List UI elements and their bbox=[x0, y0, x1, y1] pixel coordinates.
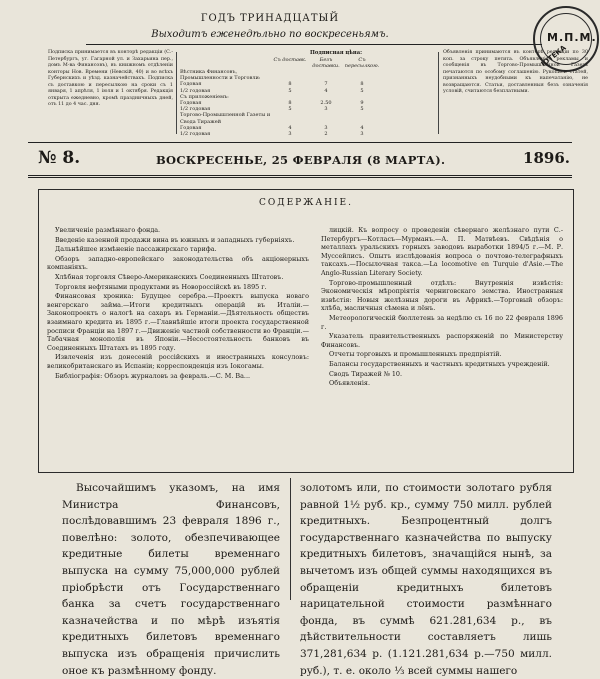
price-cell: 3 bbox=[324, 124, 328, 131]
contents-right-column bbox=[321, 226, 563, 389]
price-header-cell: Съ пересылкою. bbox=[344, 57, 380, 69]
price-cell: 1/2 годовая bbox=[180, 131, 211, 138]
price-cell: 3 bbox=[360, 131, 364, 138]
contents-left-column bbox=[47, 226, 309, 381]
masthead-rule bbox=[28, 142, 572, 143]
price-cell: 4 bbox=[324, 87, 328, 94]
price-cell: 5 bbox=[360, 106, 364, 113]
advertising-terms: Объявленія принимаются въ конторѣ редакціи по 30 коп. за строку петита. Объявленія, рекламы и сообщенія въ Торгово-Промышленной Газетѣ печатаются по особому соглашенію. Рукописи статей, признанныхъ неудобными къ напечатанію, не возвращаются. Статьи, доставленныя безъ означенія условій, считаются безплатными. bbox=[443, 50, 588, 94]
price-cell bbox=[272, 112, 308, 124]
contents-item: Финансовая хроника: Будущее серебра.—Проектъ выпуска новаго венгерскаго займа.—Итоги кредитныхъ операцій въ Италіи.—Законопроектъ о налогѣ на сахаръ въ Германіи.—Дѣятельность обществъ взаимнаго кредита въ 1895 г.—Главнѣйшіе итоги проекта государственной росписи Франціи на 1897 г.—Движеніе частной собственности во Франціи.—Табачная монополія въ Японіи.—Несостоятельность банковъ въ Соединенныхъ Штатахъ въ 1895 году. bbox=[47, 292, 309, 352]
article-right-column: золотомъ или, по стоимости золотаго рубля равной 1½ руб. кр., сумму 750 милл. рублей кредитныхъ. Безпроцентный долгъ государственнаго казначейства по выпуску кредитныхъ билетовъ, значащійся нынѣ, за вычетомъ изъ общей суммы находящихся въ обращеніи кредитныхъ билетовъ нарицательной стоимости размѣннаго фонда, въ суммѣ 621.281,634 р., въ дѣйствительности составляетъ лишь 371,281,634 р. (1.121.281,634 р.—750 милл. руб.), т. е. около ⅓ всей суммы нашего bbox=[300, 482, 552, 677]
price-cell: 8 bbox=[288, 81, 292, 88]
contents-item: Отчеты торговыхъ и промышленныхъ предпріятій. bbox=[329, 350, 502, 359]
price-row bbox=[180, 69, 432, 81]
contents-item: Библіографія: Обзоръ журналовъ за февраль.—С. М. Ва... bbox=[55, 371, 251, 380]
table-of-contents bbox=[38, 189, 574, 473]
price-table-title: Подписная цѣна: bbox=[310, 50, 362, 56]
price-cell: 1/2 годовая bbox=[180, 87, 211, 94]
price-cell: 1/2 годовая bbox=[180, 106, 211, 113]
contents-item: Введеніе казенной продажи вина въ южныхъ и западныхъ губерніяхъ. bbox=[55, 235, 295, 244]
contents-item: Дальнѣйшее измѣненіе пассажирскаго тарифа. bbox=[55, 245, 217, 254]
issue-number: № 8. bbox=[38, 148, 81, 168]
price-cell: 4 bbox=[360, 124, 364, 131]
column-divider bbox=[438, 52, 439, 134]
price-cell: Вѣстника Финансовъ, Промышленности и Торговли: bbox=[180, 69, 261, 82]
price-cell: 4 bbox=[288, 124, 292, 131]
column-divider bbox=[176, 52, 177, 134]
price-header-cell: Безъ доставки. bbox=[312, 57, 340, 69]
price-row bbox=[180, 112, 432, 124]
price-header-cell bbox=[180, 57, 272, 69]
price-header-cell: Съ доставк. bbox=[273, 57, 307, 63]
price-cell: 5 bbox=[360, 87, 364, 94]
price-cell: 8 bbox=[288, 100, 292, 107]
price-cell bbox=[344, 112, 380, 124]
price-cell: 8 bbox=[360, 81, 364, 88]
subscription-terms: Подписка принимается въ конторѣ редакціи (С.-Петербургъ, уг. Гагарной ул. и Захарьина пер., домъ М-ва Финансовъ), въ книжномъ отдѣленіи конторы Нов. Времени (Невскій, 40) и во всѣхъ Губернскихъ и уѣзд. казначействахъ. Подписка съ доставкою и пересылкою на сроки съ 1 января, 1 апрѣля, 1 іюля и 1 октября. Редакція открыта ежедневно, кромѣ праздничныхъ дней, отъ 11 до 4 час. дня. bbox=[48, 50, 173, 107]
contents-item: Сводъ Тиражей № 10. bbox=[329, 369, 402, 378]
price-cell: Торгово-Промышленной Газеты и Свода Тиражей bbox=[180, 112, 271, 125]
price-cell bbox=[308, 69, 344, 81]
price-cell bbox=[272, 69, 308, 81]
stamp-text: М.П.М. bbox=[547, 31, 597, 44]
header-rule bbox=[86, 44, 542, 45]
contents-item: Метеорологическій бюллетень за недѣлю съ 16 по 22 февраля 1896 г. bbox=[321, 313, 563, 331]
price-cell: 7 bbox=[324, 81, 328, 88]
price-cell: 5 bbox=[288, 87, 292, 94]
price-cell: 3 bbox=[324, 106, 328, 113]
price-cell: 2 bbox=[324, 131, 328, 138]
column-divider bbox=[290, 478, 291, 600]
subscription-info bbox=[48, 50, 600, 136]
contents-item: Торговля нефтяными продуктами въ Новороссійскѣ въ 1895 г. bbox=[55, 282, 267, 291]
price-cell: Годовая bbox=[180, 81, 202, 88]
contents-title: СОДЕРЖАНІЕ. bbox=[259, 198, 353, 208]
contents-item: Извлеченія изъ донесеній россійскихъ и иностранныхъ консуловъ: великобританскаго въ Испаніи; корреспонденція изъ Іокогамы. bbox=[47, 353, 309, 370]
price-cell: Годовая bbox=[180, 100, 202, 107]
issue-year: 1896. bbox=[523, 149, 570, 167]
price-cell: Съ приложеніемъ: bbox=[180, 93, 229, 100]
contents-item: Хлѣбная торговля Сѣверо-Американскихъ Соединенныхъ Штатовъ. bbox=[55, 272, 284, 281]
masthead-rule bbox=[28, 175, 572, 176]
issue-line bbox=[38, 150, 570, 172]
contents-item: Объявленія. bbox=[329, 379, 370, 388]
price-cell: 5 bbox=[288, 106, 292, 113]
contents-item: Увеличеніе размѣннаго фонда. bbox=[55, 226, 161, 234]
price-cell bbox=[344, 69, 380, 81]
price-cell: Годовая bbox=[180, 124, 202, 131]
article-left-column: Высочайшимъ указомъ, на имя Министра Финансовъ, послѣдовавшимъ 23 февраля 1896 г., повелѣно: золото, обезпечивающее кредитные билеты временнаго выпуска на сумму 75,000,000 рублей пріобрѣсти отъ Государственнаго банка за счетъ государственнаго казначейства и по мѣрѣ изъятія кредитныхъ билетовъ временнаго выпуска изъ обращенія причислить оное къ размѣнному фонду. bbox=[62, 482, 280, 677]
price-table-body bbox=[180, 69, 432, 137]
year-line: ГОДЪ ТРИНАДЦАТЫЙ bbox=[200, 13, 340, 24]
contents-item: Указатель правительственныхъ распоряженій по Министерству Финансовъ. bbox=[321, 332, 563, 349]
contents-item: лицкій. Къ вопросу о проведеніи сѣвернаго желѣзнаго пути С.-Петербургъ—Котласъ—Мурманъ.—А. П. Матвѣевъ. Свѣдѣнія о металлахъ уральскихъ горныхъ заводовъ выработки 1894/5 г.—М. Р. Муссейлисъ. Опытъ изслѣдованія вопроса о почтово-телеграфныхъ таксахъ.—Посылочная такса.—La locomotive en Turquie d'Asie.—The Anglo-Russian Literary Society. bbox=[321, 226, 563, 277]
price-cell: 2.50 bbox=[320, 100, 332, 107]
issue-date: ВОСКРЕСЕНЬЕ, 25 ФЕВРАЛЯ (8 МАРТА). bbox=[156, 153, 446, 167]
masthead-rule bbox=[28, 177, 572, 178]
price-cell: 9 bbox=[360, 100, 364, 107]
price-cell bbox=[308, 112, 344, 124]
contents-item: Балансы государственныхъ и частныхъ кредитныхъ учрежденій. bbox=[329, 359, 550, 368]
price-table-header bbox=[180, 57, 432, 69]
contents-item: Обзоръ западно-европейскаго законодательства объ акціонерныхъ компаніяхъ. bbox=[47, 254, 309, 272]
price-cell: 3 bbox=[288, 131, 292, 138]
contents-item: Торгово-промышленный отдѣлъ: Внутреннія извѣстія: Экономическія мѣропріятія черниговскаго земства. Иностранныя извѣстія: Новыя желѣзныя дороги въ Африкѣ.—Торговый обзоръ: хлѣба, масличныя сѣмена и лёнъ. bbox=[321, 278, 563, 313]
stamp-arc-text: ІОТЕКА bbox=[539, 43, 568, 69]
price-table bbox=[180, 50, 432, 137]
publication-schedule: Выходитъ еженедѣльно по воскресеньямъ. bbox=[151, 29, 389, 40]
price-row bbox=[180, 131, 432, 137]
